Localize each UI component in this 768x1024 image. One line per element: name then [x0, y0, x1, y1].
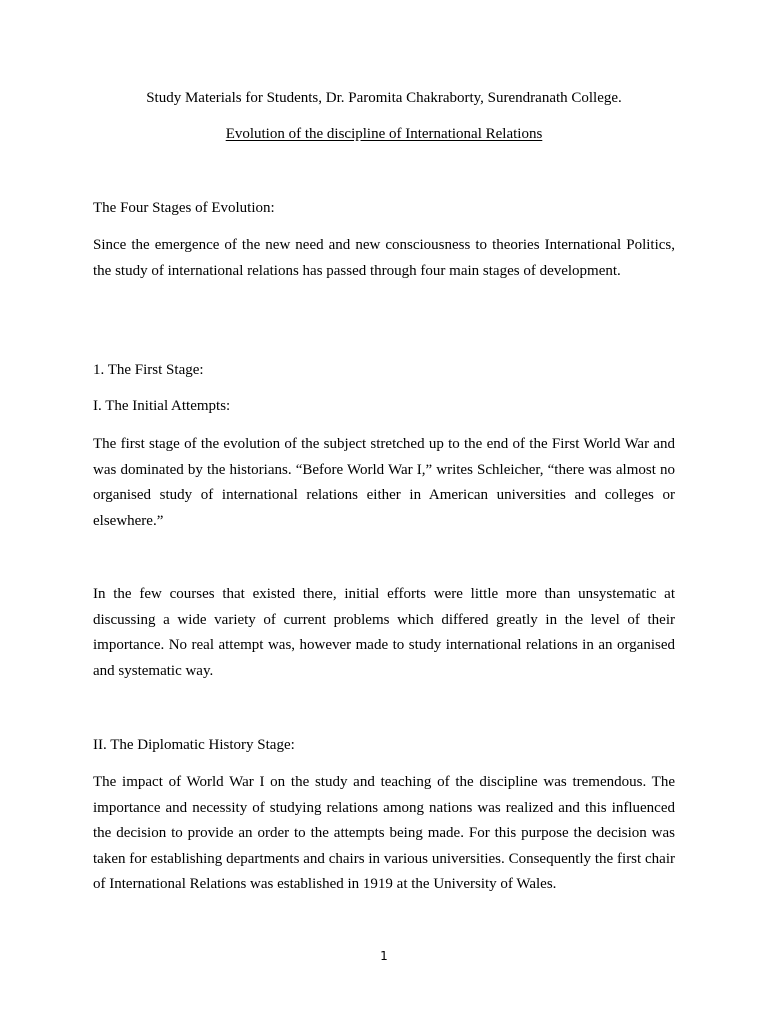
document-title: Evolution of the discipline of International Relations [225, 126, 543, 142]
document-header: Study Materials for Students, Dr. Paromita Chakraborty, Surendranath College. [146, 90, 622, 106]
section-heading: The Four Stages of Evolution: [93, 200, 275, 216]
stage1-paragraph-2: In the few courses that existed there, initial efforts were little more than unsystematic at discussing a wide variety of current problems which differed greatly in the level of their importance. No real attempt was, however made to study international relations in an organised and systematic way. [93, 586, 675, 679]
stage1-subheading: I. The Initial Attempts: [93, 398, 231, 414]
stage1-paragraph-1: The first stage of the evolution of the subject stretched up to the end of the First World War and was dominated by the historians. “Before World War I,” writes Schleicher, “there was almost no organised study of international relations either in American universities and colleges or elsewhere.” [93, 436, 675, 529]
page-number: 1 [380, 949, 388, 963]
intro-paragraph: Since the emergence of the new need and new consciousness to theories International Politics, the study of international relations has passed through four main stages of development. [93, 237, 675, 279]
stage2-paragraph-1: The impact of World War I on the study and teaching of the discipline was tremendous. The importance and necessity of studying relations among nations was realized and this influenced the decision to provide an order to the attempts being made. For this purpose the decision was taken for establishing departments and chairs in various universities. Consequently the first chair of International Relations was established in 1919 at the University of Wales. [93, 774, 675, 892]
stage1-heading: 1. The First Stage: [93, 362, 204, 378]
stage2-subheading: II. The Diplomatic History Stage: [93, 737, 295, 753]
